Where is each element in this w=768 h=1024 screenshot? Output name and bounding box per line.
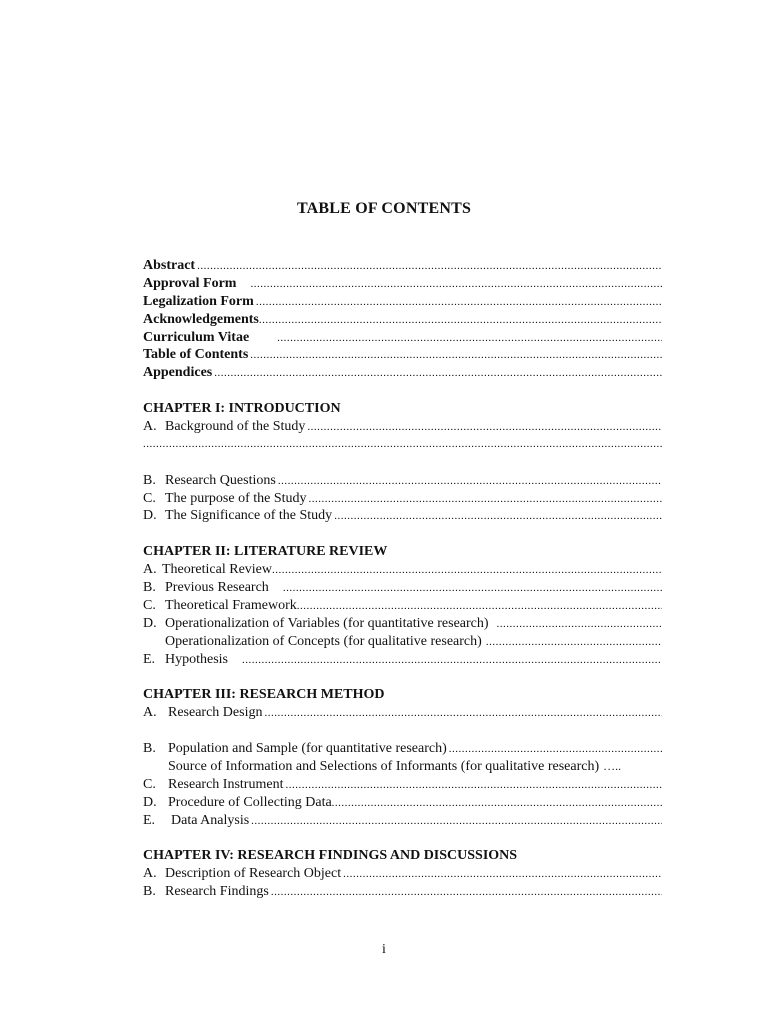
leader-dots: [482, 634, 662, 651]
toc-entry-prefix: B.: [143, 741, 156, 757]
toc-entry-label: Procedure of Collecting Data: [168, 794, 332, 810]
table-of-contents: [143, 257, 662, 901]
toc-entry-table-of-contents: [143, 346, 662, 364]
leader-dots: [249, 813, 662, 830]
toc-entry: [143, 633, 662, 651]
toc-entry-prefix: A.: [143, 705, 157, 721]
toc-entry-prefix: A.: [143, 866, 157, 882]
toc-entry: [143, 758, 662, 776]
leader-dots: [228, 652, 662, 669]
toc-entry: [143, 490, 662, 508]
leader-dots: [332, 795, 662, 812]
leader-dots: [305, 419, 662, 436]
toc-entry-label: Background of the Study: [165, 419, 306, 435]
toc-entry-label: Research Questions: [165, 472, 276, 488]
toc-entry: [143, 704, 662, 722]
leader-dots: [307, 491, 662, 508]
toc-entry-label: Previous Research: [165, 580, 269, 596]
toc-entry: [143, 865, 662, 883]
chapter-heading: CHAPTER IV: RESEARCH FINDINGS AND DISCUSSIONS: [143, 848, 518, 864]
toc-entry-label: Data Analysis: [171, 812, 250, 828]
toc-entry-curriculum-vitae: [143, 329, 662, 347]
toc-entry-label: The Significance of the Study: [165, 508, 333, 524]
leader-dots: [249, 330, 662, 347]
toc-entry-prefix: E.: [143, 651, 156, 667]
toc-entry: [143, 418, 662, 436]
toc-entry: [143, 883, 662, 901]
chapter-heading: CHAPTER I: INTRODUCTION: [143, 401, 341, 417]
toc-entry-prefix: B.: [143, 884, 156, 900]
leader-dots: [259, 312, 662, 329]
toc-entry-appendices: [143, 364, 662, 382]
page-title: TABLE OF CONTENTS: [296, 200, 472, 217]
toc-entry-acknowledgements: [143, 311, 662, 329]
toc-entry-abstract: [143, 257, 662, 275]
toc-entry-label: Appendices: [143, 365, 213, 381]
toc-entry-prefix: B.: [143, 580, 156, 596]
leader-dots: [195, 258, 662, 275]
toc-entry-label: The purpose of the Study: [165, 490, 307, 506]
toc-entry-prefix: A.: [143, 419, 157, 435]
toc-entry-prefix: D.: [143, 615, 157, 631]
toc-entry: [143, 776, 662, 794]
toc-entry-label: Research Findings: [165, 884, 269, 900]
leader-dots: [236, 276, 662, 293]
toc-entry-approval-form: [143, 275, 662, 293]
toc-entry-prefix: C.: [143, 597, 156, 613]
leader-dots: [269, 580, 662, 597]
toc-entry-prefix: C.: [143, 490, 156, 506]
leader-dots: [276, 473, 662, 490]
leader-dots: [283, 777, 662, 794]
toc-entry-label: Legalization Form: [143, 293, 254, 309]
toc-entry: [143, 615, 662, 633]
leader-dots: [272, 562, 662, 579]
toc-entry-label: Research Instrument: [168, 776, 284, 792]
toc-entry: [143, 812, 662, 830]
chapter-heading: CHAPTER III: RESEARCH METHOD: [143, 687, 385, 703]
toc-entry-label: Hypothesis: [165, 651, 228, 667]
toc-entry-label: Population and Sample (for quantitative research): [168, 741, 447, 757]
leader-dots: [262, 705, 662, 722]
toc-entry: [143, 794, 662, 812]
toc-entry-prefix: E.: [143, 812, 156, 828]
toc-entry-label: Approval Form: [143, 275, 237, 291]
toc-entry-prefix: D.: [143, 508, 157, 524]
leader-dots: [341, 866, 662, 883]
leader-dots: [489, 616, 662, 633]
leader-dots: [212, 365, 662, 382]
toc-entry-prefix: B.: [143, 472, 156, 488]
toc-entry: [143, 597, 662, 615]
toc-entry: [143, 740, 662, 758]
toc-entry-legalization-form: [143, 293, 662, 311]
toc-entry: [143, 507, 662, 525]
toc-entry-label: Source of Information and Selections of Informants (for qualitative research): [168, 758, 600, 774]
toc-entry-trail: …..: [603, 758, 622, 773]
toc-entry: [143, 651, 662, 669]
leader-dots: [269, 884, 662, 901]
page-number: i: [382, 942, 386, 957]
toc-entry-label: Research Design: [168, 705, 263, 721]
toc-entry-label: Acknowledgements: [143, 311, 259, 327]
toc-entry-label: Abstract: [143, 258, 196, 273]
leader-dots: [248, 347, 662, 364]
toc-entry: [143, 579, 662, 597]
leader-dots: [447, 741, 662, 758]
toc-entry-label: Operationalization of Concepts (for qualitative research): [165, 633, 482, 649]
toc-entry-prefix: A.: [143, 562, 157, 578]
toc-entry-label: Curriculum Vitae: [143, 329, 250, 345]
toc-entry-label: Theoretical Framework: [165, 597, 297, 613]
toc-entry: [143, 561, 662, 579]
toc-entry-prefix: D.: [143, 794, 157, 810]
chapter-heading: CHAPTER II: LITERATURE REVIEW: [143, 544, 388, 560]
toc-entry: [143, 472, 662, 490]
leader-dots: [254, 294, 662, 311]
leader-dots: [297, 598, 662, 615]
toc-entry-label: Theoretical Review: [162, 562, 273, 578]
toc-continuation-dots: [143, 436, 662, 454]
toc-entry-label: Description of Research Object: [165, 866, 342, 882]
leader-dots: [332, 508, 662, 525]
toc-entry-label: Table of Contents: [143, 347, 249, 363]
leader-dots: [143, 436, 662, 454]
toc-entry-label: Operationalization of Variables (for quantitative research): [165, 615, 489, 631]
toc-entry-prefix: C.: [143, 776, 156, 792]
